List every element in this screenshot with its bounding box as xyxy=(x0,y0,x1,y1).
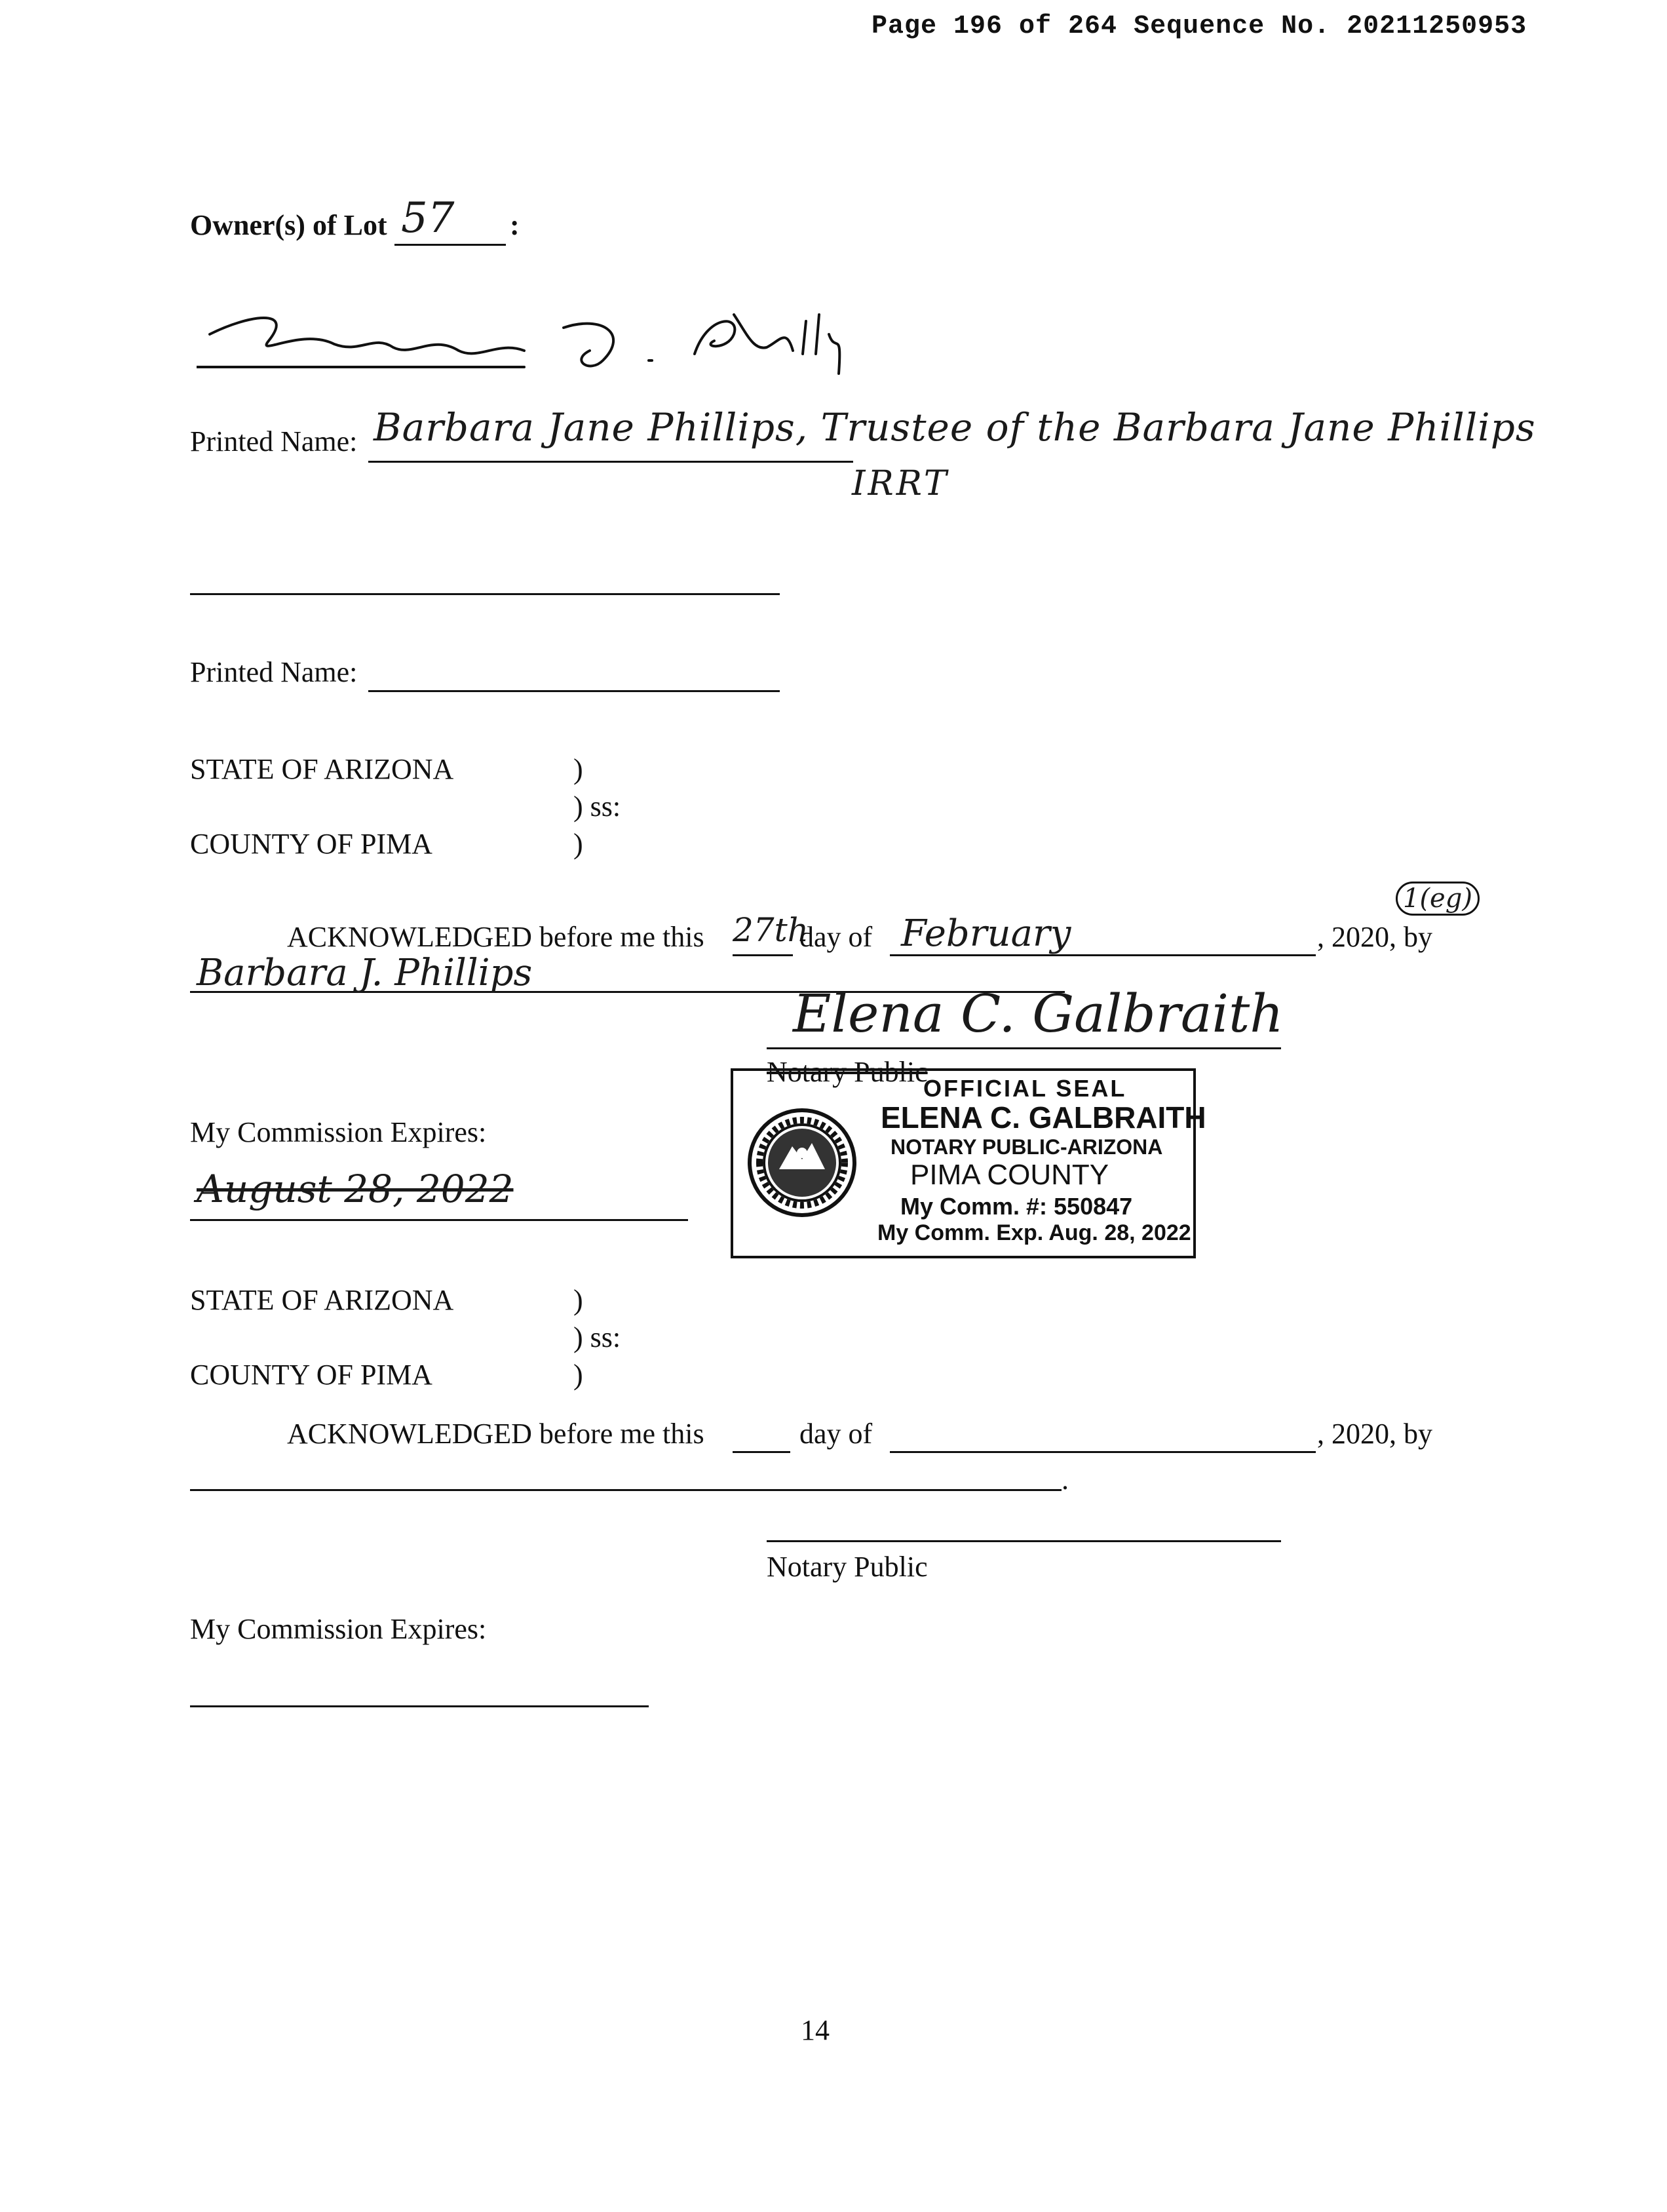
ack1-paren-1: ) xyxy=(573,753,583,785)
ack1-commission-label: My Commission Expires: xyxy=(190,1116,487,1148)
ack2-commission-line xyxy=(190,1705,649,1707)
ack2-by-line xyxy=(190,1489,1062,1491)
ack2-period: . xyxy=(1062,1464,1069,1496)
ack2-day-line xyxy=(733,1451,790,1453)
ack2-commission-label: My Commission Expires: xyxy=(190,1613,487,1645)
ack2-ss: ) ss: xyxy=(573,1321,621,1353)
ack2-notary-label: Notary Public xyxy=(767,1551,928,1583)
ack2-year-text: , 2020, by xyxy=(1317,1418,1432,1450)
ack2-text-b: day of xyxy=(799,1418,873,1450)
seal-line-3: NOTARY PUBLIC-ARIZONA xyxy=(891,1135,1163,1159)
ack1-notary-signature: Elena C. Galbraith xyxy=(793,983,1284,1044)
notary-seal-stamp xyxy=(731,1068,1206,1258)
ack2-text-a: ACKNOWLEDGED before me this xyxy=(287,1418,704,1450)
ack1-notary-label: Notary Public xyxy=(767,1056,928,1088)
second-signature-line xyxy=(190,593,780,595)
seal-line-5: My Comm. #: 550847 xyxy=(900,1193,1133,1220)
printed-name-handwritten-2: IRRT xyxy=(852,464,949,503)
printed-name-label: Printed Name: xyxy=(190,425,358,457)
owner-lot-colon: : xyxy=(510,209,520,241)
ack2-month-line xyxy=(890,1451,1316,1453)
ack1-year-correction: 1(eg) xyxy=(1396,882,1480,916)
ack1-by-name-handwritten: Barbara J. Phillips xyxy=(197,952,533,994)
ack1-commission-line xyxy=(190,1219,688,1221)
seal-line-1: OFFICIAL SEAL xyxy=(923,1075,1127,1102)
ack2-notary-signature-line xyxy=(767,1540,1281,1542)
owner-lot-label: Owner(s) of Lot xyxy=(190,209,387,241)
second-printed-name-label: Printed Name: xyxy=(190,656,358,688)
lot-number-line xyxy=(394,244,506,246)
ack1-notary-signature-line xyxy=(767,1047,1281,1049)
seal-line-4: PIMA COUNTY xyxy=(910,1159,1109,1191)
ack1-paren-2: ) xyxy=(573,828,583,860)
printed-name-handwritten: Barbara Jane Phillips, Trustee of the Barbara Jane Phillips xyxy=(374,405,1536,450)
ack1-day-line xyxy=(733,954,793,956)
ack2-county: COUNTY OF PIMA xyxy=(190,1359,432,1391)
seal-line-2: ELENA C. GALBRAITH xyxy=(881,1100,1206,1135)
ack2-state: STATE OF ARIZONA xyxy=(190,1284,454,1316)
lot-number-handwritten: 57 xyxy=(401,194,455,243)
page-number: 14 xyxy=(801,2014,830,2046)
ack1-text-b: day of xyxy=(799,921,873,953)
ack1-ss: ) ss: xyxy=(573,790,621,823)
ack1-county: COUNTY OF PIMA xyxy=(190,828,432,860)
page-sequence-header: Page 196 of 264 Sequence No. 20211250953 xyxy=(872,12,1527,41)
ack1-text-a: ACKNOWLEDGED before me this xyxy=(287,921,704,953)
arizona-state-seal-icon xyxy=(746,1107,858,1218)
printed-name-line xyxy=(368,461,853,463)
ack1-day-handwritten: 27th xyxy=(733,911,809,949)
owner-signature xyxy=(197,288,845,387)
ack1-commission-date-handwritten: August 28, 2022 xyxy=(197,1167,514,1211)
ack1-state: STATE OF ARIZONA xyxy=(190,753,454,785)
ack1-month-handwritten: February xyxy=(901,912,1071,955)
ack2-paren-2: ) xyxy=(573,1359,583,1391)
ack1-year-text: , 2020, by xyxy=(1317,921,1432,953)
seal-line-6: My Comm. Exp. Aug. 28, 2022 xyxy=(877,1220,1191,1245)
ack2-paren-1: ) xyxy=(573,1284,583,1316)
second-printed-name-line xyxy=(368,690,780,692)
